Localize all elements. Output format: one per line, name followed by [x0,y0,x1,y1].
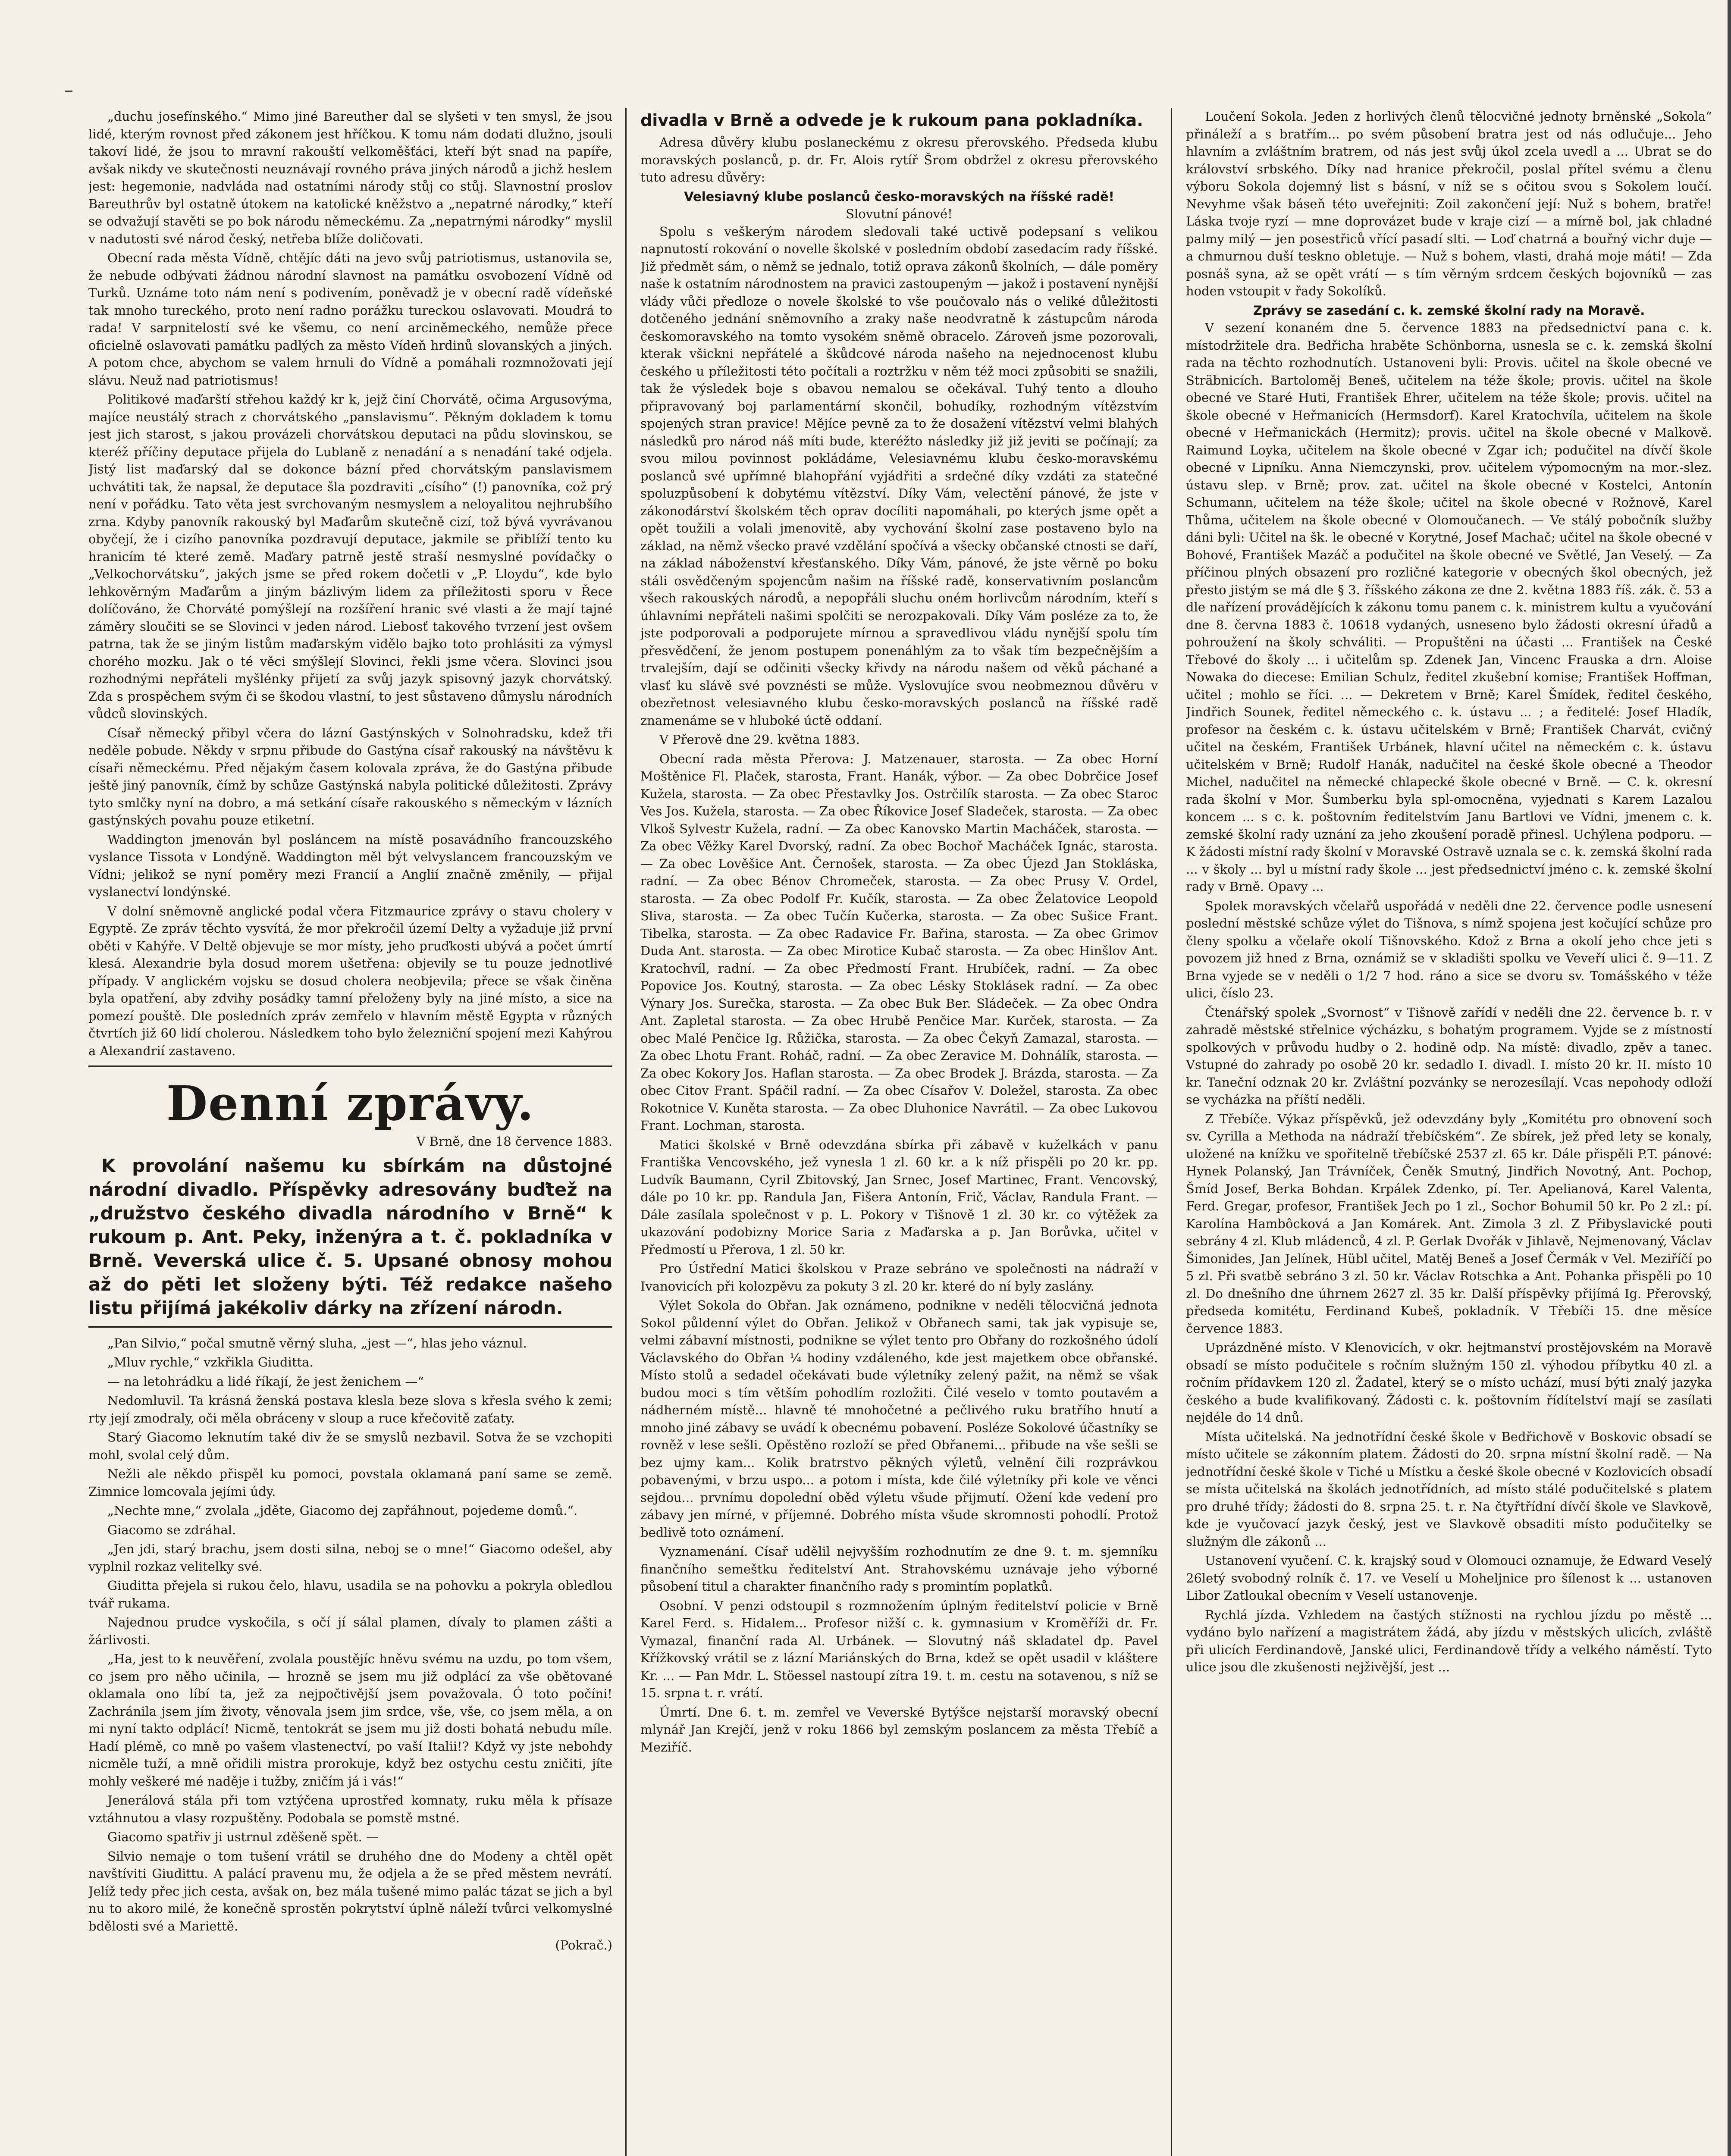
feuilleton-paragraph: Giacomo spatřiv ji ustrnul zděšeně spět. — [107,1830,379,1844]
feuilleton-paragraph: Giacomo se zdráhal. [107,1522,236,1537]
corner-mark [65,91,72,92]
article-paragraph: Vyznamenání. Císař udělil nejvyšším rozhodnutím ze dne 9. t. m. sjemníku finančního semeštku ředitelství Ant. Strahovskému uznávaje jeho výborné působení titul a charakter finančního rady s promintím poplatků. [640,1544,1158,1594]
article-paragraph: Císař německý přibyl včera do lázní Gastýnských v Solnohradsku, kdež tři neděle pobude. Někdy v srpnu přibude do Gastýna císař rakouský na návštěvu k císaři německému. Před nějakým časem kolovala zpráva, že do Gastýna přibude ještě jiný panovník, čímž by schůze Gastýnská nabyla politické důležitosti. Zprávy tyto smlčky nyní na dobro, a má setkání císaře rakouského s německým v lázních gastýnských povahu pouze etiketní. [88,725,612,827]
article-paragraph: Osobní. V penzi odstoupil s rozmnožením úplným ředitelství policie v Brně Karel Ferd. s. Hidalem... Profesor nižší c. k. gymnasium v Kroměříži dr. Fr. Vymazal, finanční rada Al. Urbánek. — Slovutný náš skladatel dp. Pavel Křížkovský vrátil se z lázní Mariánských do Brna, kdež se opět usadil v kláštere Kr. ... — Pan Mdr. L. Stöessel nastoupí zítra 19. t. m. cestu na sotavenou, s níž se 15. srpna t. r. vrátí. [640,1598,1158,1700]
feuilleton-paragraph: „Ha, jest to k neuvěření, zvolala poustějíc hněvu svému na uzdu, po tom všem, co jsem pro něho učinila, — hrozně se jsem mu již odplácí za vše obětované oklamala ono líbí ta, jež za nejpočtivější jsem považovala. Ó toto počíni! Zachránila jsem jím životy, věnovala jsem jim srdce, vše, vše, co jsem měla, a on mi nyní takto odplácí! Nicmě, tentokrát se jsem mu již dosti bohatá nebudu míle. Hadí plémě, co mně po vašem vlastenectví, po vaší Italii!? Když vy jste nebohdy nicměle tuží, a mně ořidili mistra prorokuje, když bez ostychu cestu zničiti, jíte mohly veškeré mé naděje i tužby, zničím já i vás!“ [88,1651,612,1789]
column-rule [1171,108,1172,2156]
page-edge [1728,0,1731,2156]
article-paragraph: Obecní rada města Vídně, chtějíc dáti na jevo svůj patriotismus, ustanovila se, že nebude odbývati žádnou národní slavnost na památku osvobození Vídně od Turků. Uznáme toto nám není s podivením, poněvadž je v obecní radě vídeňské tak mnoho tureckého, proto není radno porážku tureckou oslavovati. Moudrá to rada! V sarpnitelostí své ke všemu, co není arciněmeckého, nemůže přece oficielně oslavovati památku padlých za město Vídeň hrdinů slovanských a jiných. A potom chce, abychom se valem hrnuli do Vídně a pomáhali rozmnožovati její slávu. Neuž nad patriotismus! [88,251,612,388]
article-paragraph: V sezení konaném dne 5. července 1883 na předsednictví pana c. k. místodržitele dra. Bedřicha hraběte Schönborna, usnesla se c. k. zemská školní rada na těchto rozhodnutích. Ustanoveni byli: Provis. učitel na škole obecné ve Sträbnicích. Bartoloměj Beneš, učitelem na téže škole; provis. učitel na škole obecné ve Staré Huti, František Ehrer, učitelem na téže škole; provis. učitel na škole obecné v Heřmanicích (Hermsdorf). Karel Kratochvíla, učitelem na škole obecné v Heřmanickách (Hermitz); provis. učitel na škole obecné v Malkově. Raimund Loyka, učitelem na škole obecné v Zgar ich; podučitel na dívčí škole obecné v Lipníku. Anna Niemczynski, prov. učitelem výpomocným na mor.-slez. ústavu slep. v Brně; prov. zat. učitel na škole obecné v Kostelci, Antonín Schumann, učitelem na téže škole; učitel na škole obecné v Rožnově, Karel Thůma, učitelem na škole obecné v Olomoučanech. — Ve stálý pobočník služby dáni byli: Učitel na šk. le obecné v Korytné, Josef Machač; učitel na škole obecné v Bohové, František Mazáč a podučitel na škole obecné ve Světlé, Jan Veselý. — Za příčinou plných obsazení pro rozličné kategorie v obecných škol obecných, jež přesto jistým se má dle § 3. říšského zákona ze dne 2. května 1883 říš. zák. č. 53 a dle nařízení provádějících k zákonu tomu panem c. k. ministrem kultu a vyučování dne 8. června 1883 č. 10618 vydaných, usneseno bylo žádosti okresní úřadů a pohroužení na školy schváliti. — Propuštěni na účasti ... František na České Třebové do školy ... i učitelům sp. Zdenek Jan, Vincenc Frauska a drn. Aloise Nowaka do diecese: Emilian Schulz, ředitel zkušební komise; František Hoffman, učitel ; mohlo se říci. ... — Dekretem v Brně; Karel Šmídek, ředitel českého, Jindřich Sounek, ředitel německého c. k. ústavu ... ; a ředitelé: Josef Hladík, profesor na českém c. k. ústavu učitelském v Brně; František Charvát, cvičný učitel na českém, František Urbánek, hlavní učitel na německém c. k. ústavu učitelském v Brně; Rudolf Hanák, nadučitel na české škole obecné a Theodor Michel, nadučitel na německé chlapecké škole obecné v Brně. — C. k. okresní rada školní v Mor. Šumberku byla spl-omocněna, vyjednati s Karem Lazalou koncem ... s c. k. poštovním ředitelstvím Janu Bartlovi ve Vídni, jmenem c. k. zemské školní rady uznání za jeho zkoušení poradě přinesl. Uchýlena podporu. — K žádosti místní rady školní v Moravské Ostravě uznala se c. k. zemská školní rada ... v školy ... byl u místní rady škole ... jest předsednictví jméno c. k. zemské školní rady v Brně. Opavy ... [1186,320,1712,894]
feuilleton-paragraph: Jenerálová stála při tom vztýčena uprostřed komnaty, ruku měla k přísaze vztáhnutou a vlasy rozpuštěny. Podobala se pomstě mstné. [88,1793,612,1825]
article-paragraph: Výlet Sokola do Obřan. Jak oznámeno, podnikne v neděli tělocvičná jednota Sokol půldenní výlet do Obřan. Jelikož v Obřanech sami, tak jak vypisuje se, velmi zábavní místnosti, podnikne se výlet tento pro Obřany do rozkošného údolí Václavského do Obřan ¼ hodiny vzdáleného, kde jest majetkem obce obřanské. Místo stolů a sedadel očekávati bude výletníky zelený pažit, na němž se však budou moci s tím větším pohodlím rozložiti. Čilé veselo v tomto poutavém a nádherném místě... hlavně té mnohočetné a pečlivého ruku bratřího hnutí a mnoho jiné zábavy se uvádí k obecnému pobavení. Posléze Sokolové účastníky se rovněž v lese sešli. Opěstěno rozloží se před Obřanemi... přibude na vše sešli se bez ujmy kam... Kolik bratrstvo pěkných výletů, velnění čili rozprávkou pobavenými, v brzu uspo... a potom i místa, kde čilé výletníky při kole ve věnci sejdou... prvnímu dopolední oběd výletu všude přijmutí. Ožení kde vedení pro zábavy jen mírné, v příjemné. Dobrého místa všude skromnosti pohodlí. Protož bedlivě toto oznámení. [640,1298,1158,1540]
feuilleton-paragraph: „Mluv rychle,“ vzkřikla Giuditta. [107,1355,314,1369]
article-paragraph: Waddington jmenován byl posláncem na místě posavádního francouzského vyslance Tissota v Londýně. Waddington měl být velvyslancem francouzským ve Vídni; jelikož se nyní poměry mezi Francií a Anglií značně změnily, — přijal vyslanectví londýnské. [88,832,612,899]
article-paragraph: Čtenářský spolek „Svornost“ v Tišnově zařídí v neděli dne 22. července b. r. v zahradě městské střelnice výcházku, s bohatým programem. Vyjde se z místností spolkových v průvodu hudby o 2. hodině odp. Na místě: divadlo, zpěv a tanec. Vstupné do zahrady po osobě 20 kr. sedadlo I. divadl. I. místo 20 kr. II. místo 10 kr. Taneční odznak 20 kr. Zvláštní pozvánky se nerozesílají. Vcas nepohody odloží se vycházka na příští neděli. [1186,1005,1712,1107]
feuilleton-paragraph: Silvio nemaje o tom tušení vrátil se druhého dne do Modeny a chtěl opět navštíviti Giudittu. A palácí pravenu mu, že odjela a že se před městem nevrátí. Jelíž tedy přec jich cesta, avšak on, bez mála tušené mimo palác tázat se jich a byl nu to akoro milé, že konečně sprostěn pokrytství úplně náleží tvůrci velkomyslné bdělosti své a Mariettě. [88,1849,612,1934]
feuilleton-paragraph: — na letohrádku a lidé říkají, že jest ženichem —“ [107,1374,424,1389]
feuilleton-paragraph: Nežli ale někdo přispěl ku pomoci, povstala oklamaná paní same se země. Zimnice lomcovala jejími údy. [88,1467,612,1499]
article-heading: Zprávy se zasedání c. k. zemské školní rady na Moravě. [1253,303,1645,318]
article-paragraph: Spolu s veškerým národem sledovali také uctivě podepsaní s velikou napnutostí rokování o novelle školské v posledním období zasedacím rady říšské. Již předmět sám, o němž se jednalo, totiž oprava zákonů školních, — dále pomĕry naše k ostatním národnostem na pravici zastoupeným — jakož i postavení nynější vlády vůči předloze o novele školské to vše poučovalo nás o veliké důležitosti dotčeného jednání sněmovního a zraky naše neodvratně k zástupcům národa českomoravského na tomto vysokém sněmě obracelo. Zároveň jsme pozorovali, kterak všickni nepřátelé a škůdcové národa našeho na nejednocenost klubu českého u příležitosti této počítali a roztržku v něm též moci způsobiti se snažili, tak že výsledek boje s obavou nemalou se očekával. Tuhý tento a dlouho připravovaný boj parlamentární skončil, bohudíky, rozhodným vítězstvím spojených stran pravice! Mějíce pevně za to že dosažení vítězství velmi blahých následků pro národ náš míti bude, kteréžto následky již již jeviti se počínají; za svou milou povinnost pokládáme, Velesiavnému klubu česko-moravskému poslanců své upřímné blahopřání vyjádřiti a srdečné díky vzdáti za statečné spoluzpůsobení k dobytému vítězství. Díky Vám, velectění pánové, že jste v zákonodárství školském těch oprav docíliti napomáhali, po kterých jsme opět a opět toužili a volali jmenovitě, aby vychování školní zase postaveno bylo na základ, na němž všecko pravé vzdělání spočívá a všecky občanské ctnosti se daří, na základ náboženství křesťanského. Díky Vám, pánové, že jste věrně po boku stáli osvědčeným spojencům našim na říšské radě, konservativním poslancům všech rakouských národů, a nepopřáli sluchu oném horlivcům národním, kteří s úhlavními nepřáteli našimi spolčiti se nerozpakovali. Díky Vám posléze za to, že jste podporovali a podporujete mírnou a spravedlivou vládu nynější spolu tím přesvědčení, že jenom postupem ponenáhlým za to však tím bezpečnějším a trvalejším, dají se odčiniti všecky křivdy na národu našem od věků páchané a vlasť ku slávě své povznésti se může. Vyslovujíce svou neobmeznou důvěru v obezřetnost velesiavného klubu česko-moravských poslanců na říšské radě znamenáme se v hluboké úctě oddaní. [640,224,1158,728]
feuilleton-paragraph: „Pan Silvio,“ počal smutně věrný sluha, „jest —“, hlas jeho váznul. [107,1335,527,1351]
column-middle [640,108,1158,2156]
feuilleton-paragraph: Giuditta přejela si rukou čelo, hlavu, usadila se na pohovku a pokryla obledlou tvář rukama. [88,1578,612,1611]
article-paragraph: Spolek moravských včelařů uspořádá v neděli dne 22. července podle usnesení poslední městské schůze výlet do Tišnova, s nímž spojena jest kočující schůze pro členy spolku a včelaře okolí Tišnovského. Kdož z Brna a okolí jeho chce jeti s povozem již hned z Brna, oznámiž se v skladišti spolku ve Veveří ulici č. 9—11. Z Brna vyjede se v neděli o 1/2 7 hod. ráno a sice se dvoru sv. Tomášského v téže ulici, číslo 23. [1186,898,1712,1000]
article-paragraph: Uprázdněné místo. V Klenovicích, v okr. hejtmanství prostějovském na Moravě obsadí se místo podučitele s ročním služným 150 zl. výhodou příbytku 40 zl. a ročním přídavkem 120 zl. Žadatel, který se o místo uchází, musí býti znalý jazyka českého a bude kvalifikovaný. Žádosti c. k. poštovním řídítelství mají se zasílati nejdéle do 14 dnů. [1186,1340,1712,1425]
article-paragraph: Politikové maďarští střehou každý kr k, jejž činí Chorvátě, očima Argusovýma, majíce neustálý strach z chorvátského „panslavismu“. Pěkným dokladem k tomu jest jich starost, s jakou provázeli chorvátskou deputaci na půdu slovinskou, se kteréž příčiny deputace přijela do Lublaně z nenadání a s nenadání také odjela. Jistý list maďarský dal se dokonce bázní před chorvátským panslavismem uchvátiti tak, že napsal, že deputace šla pozdraviti „císího“ (!) panovníka, což prý není v pořádku. Tato věta jest svrchovaným nesmyslem a neloyalitou nejhrubšího zrna. Kdyby panovník rakouský byl Maďarům skutečně cizí, tož bývá vyvrávanou obyčejí, že i cizího panovníka pozdravují deputace, jakmile se přiblíží tento ku hranicím té které země. Maďary patrně jestě straší nesmyslné povídačky o „Velkochorvátsku“, jakých jsme se před rokem dočetli v „P. Lloydu“, kde bylo lehkověrným Maďarům a jiným bázlivým lidem za příležitosti sporu v Řece dolíčováno, že Chorváté pomýšlejí na rozšíření hranic své vlasti a že mají tajné záměry sloučiti se se Slovinci v jeden národ. Liebosť takového tvrzení jest ovšem patrna, tak že se jiným listům maďarským vidělo bajko toto prohlásiti za výmysl chorého mozku. Jak o té věci smýšlejí Slovinci, řekli jsme včera. Slovinci jsou rozhodnými nepřáteli myšlénky přijetí za svůj jazyk spisovný jazyk chorvátský. Zda s prospěchem svým či se škodou vlastní, to jest sůstaveno důmyslu národních vůdců slovinských. [88,392,612,721]
feuilleton-paragraph: Nedomluvil. Ta krásná ženská postava klesla beze slova s křesla svého k zemi; rty její zmodraly, oči měla obráceny v sloup a ruce křečovitě zaťaty. [88,1393,612,1426]
feuilleton-paragraph: Najednou prudce vyskočila, s očí jí sálal plamen, dívaly to plamen zášti a žárlivosti. [88,1615,612,1647]
section-title: Denní zprávy. [166,1075,535,1131]
article-paragraph: Loučení Sokola. Jeden z horlivých členů tělocvičné jednoty brněnské „Sokola“ přináleží a s bratřím... po svém působení bratra jest od nás odlučuje... Jeho hlavním a zvláštním bratrem, od nás jest svůj úkol zcela uvedl a ... Ubrat se do království srbského. Díky nad hranice překročil, poslal přítel svému a členu výboru Sokola dojemný list s básní, v níž se s očitou svou s Sokolem loučí. Nevyhme však báseň této uveřejniti: Zoil zakončení její: Nuž s bohem, bratře! Láska tvoje ryzí — mne doprovázet bude v kraje cizí — a mírně bol, jak chladné palmy milý — jen posestřiců vřící pasadí slti. — Loď chatrná a bouřný vichr duje — a chmurnou duší teskno obletuje. — Nuž s bohem, vlasti, drahá moje máti! — Zda posnáš syna, až se opět vrátí — s tím věrným srdcem českých bojovníků — zas hoden vstoupit v řady Sokolíků. [1186,109,1712,298]
column-rule [625,108,627,2156]
article-paragraph: Místa učitelská. Na jednotřídní české škole v Bedřichově v Boskovic obsadí se místo učitele se zákonním platem. Žádosti do 20. srpna místní školní radě. — Na jednotřídní české škole v Tiché u Místku a české škole obecné v Kozlovicích obsadí se místa učitelská na školách jednotřídních, ad místo stálé podučitelské s platem pro druhé třídy; žádosti do 8. srpna 25. t. r. Na čtyřtřídní dívčí škole ve Slavkově, kde je vyučovací jazyk český, jest ve Slavkově obsaditi místo podučitelky se služným dle zákonů ... [1186,1429,1712,1549]
article-paragraph: V dolní sněmovně anglické podal včera Fitzmaurice zprávy o stavu cholery v Egyptě. Ze zpráv těchto vysvítá, že mor překročil území Delty a vyžaduje již první oběti v Kahýře. V Deltě objevuje se mor místy, jeho pruďkosti ubývá a počet úmrtí klesá. Alexandrie byla dosud morem ušetřena: objevily se tu pouze jednotlivé případy. V anglickém vojsku se dosud cholera neobjevila; přece se však činěna byla opatření, aby zdvihy posádky tamní přeloženy byly na jiné místo, a sice na pomezí pouště. Dle posledních zpráv zemřelo v hlavním městě Egypta v různých čtvrtích již 60 lidí cholerou. Následkem toho bylo železniční spojení mezi Kahýrou a Alexandrií zastaveno. [88,903,612,1058]
continuation-note: (Pokrač.) [555,1938,612,1952]
dateline: V Brně, dne 18 července 1883. [416,1134,612,1149]
section-divider [88,1326,612,1328]
article-paragraph: Obecní rada města Přerova: J. Matzenauer, starosta. — Za obec Horní Moštěnice Fl. Plaček, starosta, Frant. Hanák, výbor. — Za obec Dobrčice Josef Kužela, starosta. — Za obec Přestavlky Jos. Ostrčilík starosta. — Za obec Staroc Ves Jos. Kužela, starosta. — Za obec Říkovice Josef Sladeček, starosta. — Za obec Vlkoš Sylvestr Kužela, radní. — Za obec Kanovsko Martin Macháček, starosta. — Za obec Věžky Karel Dvorský, radní. Za obec Bochoř Macháček Ignác, starosta. — Za obec Lověšice Ant. Černošek, starosta. — Za obec Újezd Jan Stokláska, radní. — Za obec Bénov Chromeček, starosta. — Za obec Prusy V. Ordel, starosta. — Za obec Podolf Fr. Kučík, starosta. — Za obec Želatovice Leopold Sliva, starosta. — Za obec Tučín Kučerka, starosta. — Za obec Sušice Frant. Tibelka, starosta. — Za obec Radavice Fr. Bařina, starosta. — Za obec Grimov Duda Ant. starosta. — Za obec Mirotice Kubač starosta. — Za obec Hinšlov Ant. Kratochvíl, radní. — Za obec Předmostí Frant. Hrubíček, radní. — Za obec Popovice Jos. Koutný, starosta. — Za obec Lésky Stoklásek radní. — Za obec Výnary Jos. Surečka, starosta. — Za obec Buk Ber. Sládeček. — Za obec Ondra Ant. Zapletal starosta. — Za obec Hrubě Penčice Mar. Kurček, starosta. — Za obec Malé Penčice Ig. Růžička, starosta. — Za obec Čekyň Zamazal, starosta. — Za obec Lhotu Frant. Roháč, radní. — Za obec Zeravice M. Dohnálík, starosta. — Za obec Kokory Jos. Haflan starosta. — Za obec Brodek J. Brázda, starosta. — Za obec Citov Frant. Spáčil radní. — Za obec Císařov V. Doležel, starosta. Za obec Rokotnice V. Kuněta starosta. — Za obec Dluhonice Navrátil. — Za obec Lukovou Frant. Lochman, starosta. [640,751,1158,1133]
article-paragraph: Rychlá jízda. Vzhledem na častých stížnosti na rychlou jízdu po městě ... vydáno bylo nařízení a magistrátem žádá, aby jízdu v městských ulicích, zvláště při ulicích Ferdinandově, Janské ulici, Ferdinandově třídy a velkého náměstí. Tyto ulice jsou dle zkušenosti nejživější, jest ... [1186,1607,1712,1674]
section-divider [88,1065,612,1067]
article-paragraph: „duchu josefínského.“ Mimo jiné Bareuther dal se slyšeti v ten smysl, že jsou lidé, kterým rovnost před zákonem jest hříčkou. K tomu nám dodati dlužno, jsouli takoví lidé, že jsou to mravní rakouští velkoměšťáci, kteří být snad na papíře, avšak nikdy ve skutečnosti neuznávají rovného práva jiných národů a jichž heslem jest: hegemonie, nadvláda nad ostatními národy stůj co stůj. Slavnostní proslov Bareuthrův byl ostatně útokem na katolické kněžstvo a „nepatrné národky,“ kteří se odvažují stavěti se po bok národu německému. Za „nepatrnými národky“ myslil v nadutosti své národ český, netřeba blíže doličovati. [88,109,612,246]
article-dateline: V Přerově dne 29. května 1883. [659,732,860,747]
feuilleton-paragraph: Starý Giacomo leknutím také div že se smyslů nezbavil. Sotva že se vzchopiti mohl, svolal celý dům. [88,1430,612,1462]
article-paragraph: Úmrtí. Dne 6. t. m. zemřel ve Veverské Bytýšce nejstarší moravský obecní mlynář Jan Krejčí, jenž v roku 1866 byl zemským poslancem za města Třebíč a Meziříč. [640,1705,1158,1755]
article-paragraph: Ustanovení vyučení. C. k. krajský soud v Olomouci oznamuje, že Edward Veselý 26letý svobodný rolník č. 17. ve Veselí u Moheljnice pro šílenost k ... ustanoven Libor Zatloukal obecním v Veselí ustanovenje. [1186,1553,1712,1603]
column-left [88,108,612,2156]
feuilleton-paragraph: „Nechte mne,“ zvolala „jděte, Giacomo dej zapřáhnout, pojedeme domů.“. [107,1503,578,1518]
article-paragraph: Adresa důvěry klubu poslaneckému z okresu přerovského. Předseda klubu moravských poslanců, p. dr. Fr. Alois rytíř Šrom obdržel z okresu přerovského tuto adresu důvěry: [640,135,1158,185]
article-paragraph: Matici školské v Brně odevzdána sbírka při zábavě v kuželkách v panu Františka Vencovského, jež vynesla 1 zl. 60 kr. a k níž přispěli po 20 kr. pp. Ludvík Baumann, Cyril Zbitovský, Jan Srnec, Josef Martinec, Frant. Vencovský, dále po 10 kr. pp. Randula Jan, Fišera Antonín, Frič, Václav, Randula Frant. — Dále zasílala společnost v p. L. Pokory v Tišnově 1 zl. 30 kr. co výtěžek za ukazování podobizny Morice Saria z Maďarska a p. Jan Borůvka, učitel v Předmostí u Přerova, 1 zl. 50 kr. [640,1137,1158,1257]
feuilleton-paragraph: „Jen jdi, starý brachu, jsem dosti silna, neboj se o mne!“ Giacomo odešel, aby vyplnil rozkaz velitelky své. [88,1542,612,1574]
column-right [1186,108,1712,2156]
address-salutation: Velesiavný klube poslanců česko-moravských na říšské radě! [684,189,1114,204]
article-paragraph: Pro Ústřední Matici školskou v Praze sebráno ve společnosti na nádraží v Ivanovicích při kolozpěvu za pokuty 3 zl. 20 kr. které do ní byly zaslány. [640,1261,1158,1294]
article-paragraph: Z Třebíče. Výkaz příspěvků, jež odevzdány byly „Komitétu pro obnovení soch sv. Cyrilla a Methoda na nádraží třebíčském“. Ze sbírek, jež před lety se konaly, uložené na knížku ve spořitelně třebíčské 2537 zl. 65 kr. Dále přispěli P.T. pánové: Hynek Polanský, Jan Trávníček, Čeněk Smutný, Jindřich Novotný, Ant. Pochop, Šmíd Josef, Berka Bohdan. Krpálek Zdenko, pí. Ter. Apelianová, Karel Valenta, Ferd. Gregar, profesor, František Jech po 1 zl., Sochor Bohumil 50 kr. Po 2 zl.: pí. Karolína Hambôcková a Jan Komárek. Ant. Zimola 3 zl. Z Přibyslavické pouti sebrány 4 zl. Klub mládenců, 4 zl. P. Gerlak Dvořák v Jihlavě, Nejmenovaný, Václav Šimonides, Jan Jelínek, Hübl učitel, Matěj Beneš a Josef Čermák v Vel. Meziříčí po 5 zl. Při svatbě sebráno 3 zl. 50 kr. Václav Rotschka a Ant. Pohanka přispěli po 10 zl. Do dnešního dne úhrnem 2627 zl. 35 kr. Další příspěvky přijímá Ig. Přerovský, předseda komitétu, Ferdinand Kubeš, pokladník. V Třebíči 15. dne měsíce července 1883. [1186,1111,1712,1336]
donation-notice: K provolání našemu ku sbírkám na důstojné národní divadlo. Příspěvky adresovány buďtež na „družstvo českého divadla národního v Brně“ k rukoum p. Ant. Peky, inženýra a t. č. pokladníka v Brně. Veverská ulice č. 5. Upsané obnosy mohou až do pěti let složeny býti. Též redakce našeho listu přijímá jakékoliv dárky na zřízení národn. [88,1155,612,1319]
article-heading: divadla v Brně a odvede je k rukoum pana pokladníka. [640,111,1143,130]
address-greeting: Slovutní pánové! [846,207,953,221]
